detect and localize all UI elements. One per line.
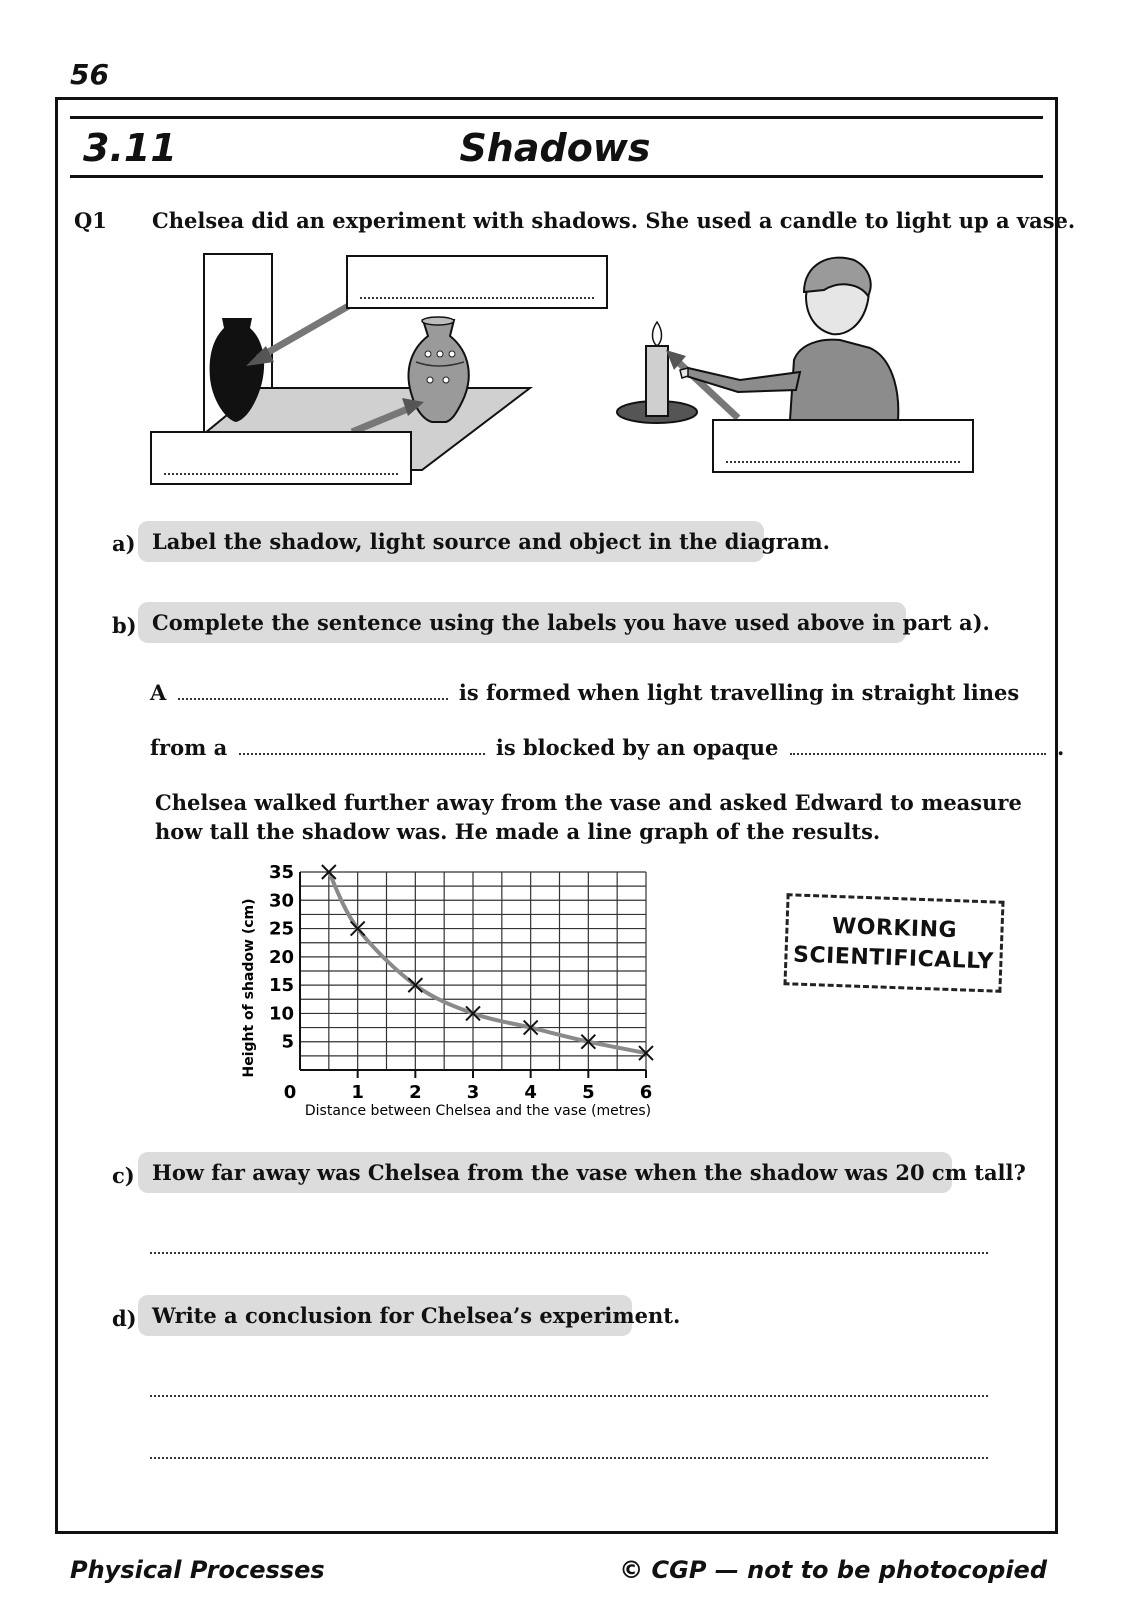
x-tick-label: 1 xyxy=(351,1082,364,1103)
y-tick-label: 15 xyxy=(268,975,294,997)
sentence-period: . xyxy=(1056,735,1065,760)
x-tick-label: 2 xyxy=(409,1082,422,1103)
shadow-height-chart xyxy=(236,858,696,1128)
sentence-a: A xyxy=(150,680,167,705)
blank-light-source[interactable] xyxy=(239,752,485,755)
context-line-1: Chelsea walked further away from the vase and asked Edward to measure xyxy=(155,790,1022,815)
y-tick-label: 10 xyxy=(268,1003,294,1025)
part-c-answer-line[interactable] xyxy=(150,1251,988,1254)
label-box-light-source[interactable] xyxy=(712,419,974,473)
label-box-dots xyxy=(360,296,594,299)
y-tick-label: 25 xyxy=(268,918,294,940)
sentence-blocked: is blocked by an opaque xyxy=(495,735,779,760)
x-tick-label: 6 xyxy=(639,1082,653,1103)
working-scientifically-stamp xyxy=(783,893,1004,993)
chart-grid xyxy=(300,872,646,1070)
blank-shadow[interactable] xyxy=(178,697,448,700)
stamp-line-2: SCIENTIFICALLY xyxy=(792,942,995,975)
x-tick-label: 0 xyxy=(283,1082,297,1103)
question-intro: Chelsea did an experiment with shadows. She used a candle to light up a vase. xyxy=(152,208,1076,233)
part-c-question: How far away was Chelsea from the vase when the shadow was 20 cm tall? xyxy=(138,1152,952,1193)
sentence-line-1 xyxy=(150,680,1019,705)
label-box-dots xyxy=(726,460,960,463)
y-tick-label: 35 xyxy=(268,862,294,883)
title-rule-top xyxy=(70,116,1043,119)
chart-ticks xyxy=(269,862,652,1103)
x-axis-label: Distance between Chelsea and the vase (metres) xyxy=(304,1103,652,1119)
part-d-question: Write a conclusion for Chelsea’s experiment. xyxy=(138,1295,632,1336)
data-points xyxy=(322,865,653,1060)
y-tick-label: 5 xyxy=(281,1031,294,1053)
part-a-question: Label the shadow, light source and object in the diagram. xyxy=(138,521,764,562)
x-tick-label: 4 xyxy=(524,1082,537,1103)
part-d-answer-line-1[interactable] xyxy=(150,1394,988,1397)
x-tick-label: 3 xyxy=(466,1082,480,1103)
blank-object[interactable] xyxy=(790,752,1046,755)
series-line xyxy=(329,872,646,1053)
y-tick-label: 20 xyxy=(268,946,294,968)
part-c-letter: c) xyxy=(112,1163,135,1188)
sentence-formed: is formed when light travelling in straight lines xyxy=(458,680,1020,705)
label-box-shadow[interactable] xyxy=(346,255,608,309)
footer-subject: Physical Processes xyxy=(70,1556,325,1584)
label-box-object[interactable] xyxy=(150,431,412,485)
title-rule-bottom xyxy=(70,175,1043,178)
part-d-answer-line-2[interactable] xyxy=(150,1456,988,1459)
footer-copyright: © CGP — not to be photocopied xyxy=(619,1556,1047,1584)
section-number: 3.11 xyxy=(83,126,177,170)
label-box-dots xyxy=(164,472,398,475)
part-b-letter: b) xyxy=(112,613,137,638)
part-b-question: Complete the sentence using the labels you have used above in part a). xyxy=(138,602,906,643)
page-number: 56 xyxy=(70,58,109,91)
x-tick-label: 5 xyxy=(582,1082,595,1103)
sentence-line-2 xyxy=(150,735,1064,760)
part-a-letter: a) xyxy=(112,531,136,556)
y-tick-label: 30 xyxy=(268,890,294,912)
question-label: Q1 xyxy=(74,208,107,233)
y-axis-label: Height of shadow (cm) xyxy=(241,898,257,1078)
sentence-from: from a xyxy=(150,735,228,760)
context-line-2: how tall the shadow was. He made a line graph of the results. xyxy=(155,819,881,844)
stamp-line-1: WORKING xyxy=(831,913,958,944)
section-title: Shadows xyxy=(459,126,651,170)
part-d-letter: d) xyxy=(112,1306,137,1331)
